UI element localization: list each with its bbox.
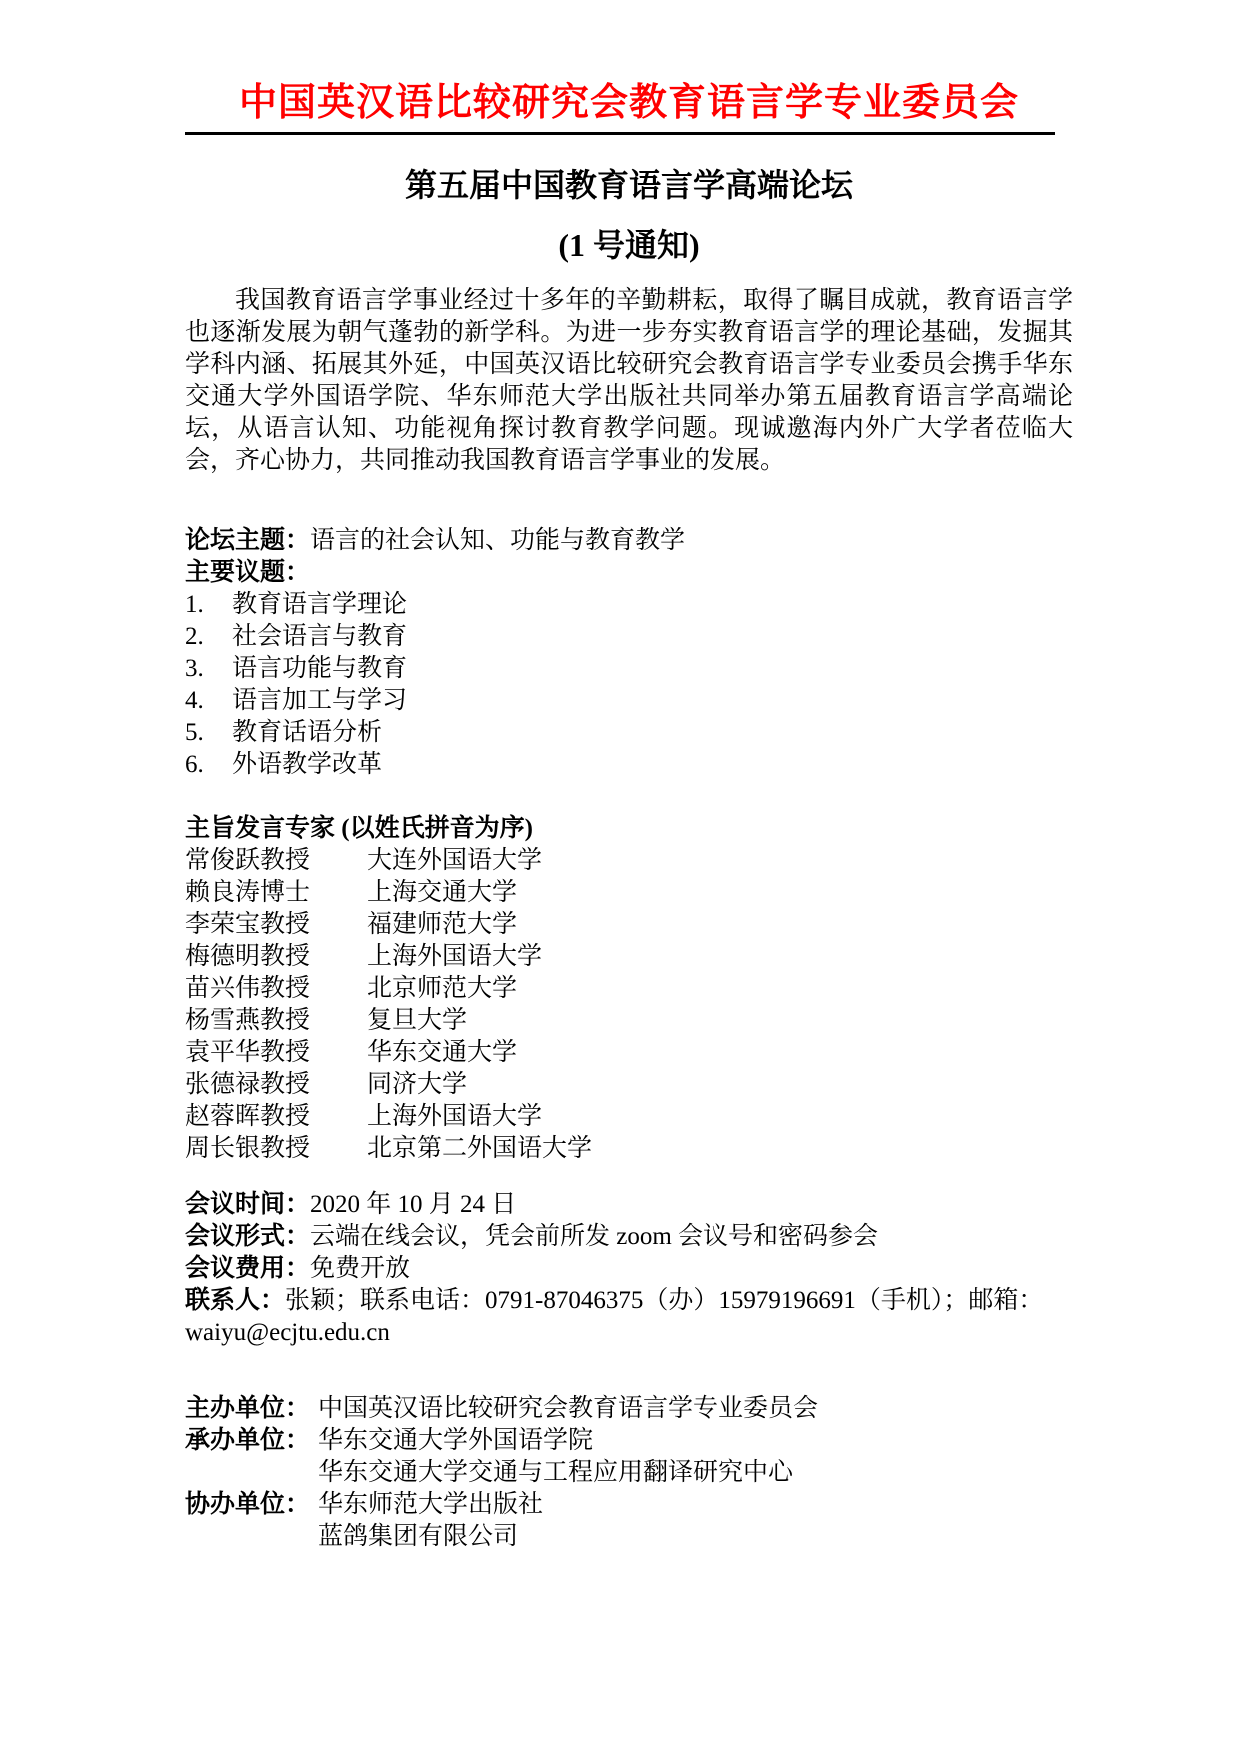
topic-number: 4. <box>185 687 204 714</box>
speaker-affiliation: 同济大学 <box>367 1071 468 1098</box>
speaker-row <box>185 1037 1073 1069</box>
speaker-affiliation: 上海外国语大学 <box>367 943 543 970</box>
topic-item <box>185 653 1073 685</box>
forum-theme-row <box>185 525 1073 557</box>
speaker-name: 张德禄教授 <box>185 1071 311 1098</box>
speaker-row <box>185 1005 1073 1037</box>
speaker-name: 袁平华教授 <box>185 1039 311 1066</box>
topic-item <box>185 749 1073 781</box>
contact-value: 张颖；联系电话：0791-87046375（办）15979196691（手机）；邮箱： <box>285 1287 1044 1314</box>
co-organizer-value-line2: 蓝鸽集团有限公司 <box>318 1523 519 1550</box>
contact-email: waiyu@ecjtu.edu.cn <box>185 1319 390 1346</box>
speaker-name: 苗兴伟教授 <box>185 975 311 1002</box>
undertaker-label-spacer <box>185 1457 318 1489</box>
topic-text: 教育语言学理论 <box>232 591 408 618</box>
topic-number: 2. <box>185 623 204 650</box>
speaker-affiliation: 北京第二外国语大学 <box>367 1135 593 1162</box>
forum-theme-label: 论坛主题： <box>185 527 311 554</box>
speaker-affiliation: 北京师范大学 <box>367 975 518 1002</box>
topic-text: 语言加工与学习 <box>232 687 408 714</box>
intro-paragraph: 我国教育语言学事业经过十多年的辛勤耕耘，取得了瞩目成就，教育语言学也逐渐发展为朝气蓬勃的新学科。为进一步夯实教育语言学的理论基础，发掘其学科内涵、拓展其外延，中国英汉语比较研究会教育语言学专业委员会携手华东交通大学外国语学院、华东师范大学出版社共同举办第五届教育语言学高端论坛，从语言认知、功能视角探讨教育教学问题。现诚邀海内外广大学者莅临大会，齐心协力，共同推动我国教育语言学事业的发展。 <box>185 287 1073 474</box>
speaker-name: 常俊跃教授 <box>185 847 311 874</box>
speaker-row <box>185 1133 1073 1165</box>
topic-number: 3. <box>185 655 204 682</box>
host-organizer-value: 中国英汉语比较研究会教育语言学专业委员会 <box>318 1395 819 1422</box>
contact-row <box>185 1285 1073 1317</box>
speaker-name: 赵蓉晖教授 <box>185 1103 311 1130</box>
undertaker-row-continued <box>185 1457 1073 1489</box>
meeting-time-row <box>185 1189 1073 1221</box>
topic-text: 教育话语分析 <box>232 719 383 746</box>
host-organizer-row <box>185 1393 1073 1425</box>
meeting-fee-value: 免费开放 <box>310 1255 411 1282</box>
speaker-affiliation: 华东交通大学 <box>367 1039 518 1066</box>
topic-item <box>185 621 1073 653</box>
topic-item <box>185 685 1073 717</box>
co-organizer-row-continued <box>185 1521 1073 1553</box>
speaker-affiliation: 大连外国语大学 <box>367 847 543 874</box>
speaker-affiliation: 上海交通大学 <box>367 879 518 906</box>
speakers-section <box>185 813 1073 1165</box>
co-organizer-row <box>185 1489 1073 1521</box>
meeting-fee-label: 会议费用： <box>185 1255 311 1282</box>
meeting-fee-row <box>185 1253 1073 1285</box>
organization-header: 中国英汉语比较研究会教育语言学专业委员会 <box>238 82 1019 124</box>
undertaker-value-line1: 华东交通大学外国语学院 <box>318 1427 594 1454</box>
speaker-row <box>185 1101 1073 1133</box>
speaker-affiliation: 复旦大学 <box>367 1007 468 1034</box>
speaker-name: 杨雪燕教授 <box>185 1007 311 1034</box>
document-title: 第五届中国教育语言学高端论坛 <box>404 167 853 203</box>
speaker-row <box>185 909 1073 941</box>
topic-text: 外语教学改革 <box>232 751 383 778</box>
topic-number: 1. <box>185 591 204 618</box>
meeting-info-section <box>185 1189 1073 1349</box>
speaker-name: 梅德明教授 <box>185 943 311 970</box>
notice-number: (1 号通知) <box>558 227 700 263</box>
meeting-time-value: 2020 年 10 月 24 日 <box>310 1191 517 1218</box>
speakers-label: 主旨发言专家 <box>185 815 336 842</box>
speaker-row <box>185 877 1073 909</box>
topic-item <box>185 589 1073 621</box>
meeting-format-row <box>185 1221 1073 1253</box>
speaker-row <box>185 941 1073 973</box>
co-organizer-label-spacer <box>185 1521 318 1553</box>
topic-text: 语言功能与教育 <box>232 655 408 682</box>
forum-theme-text: 语言的社会认知、功能与教育教学 <box>310 527 686 554</box>
speaker-affiliation: 福建师范大学 <box>367 911 518 938</box>
co-organizer-value-line1: 华东师范大学出版社 <box>318 1491 544 1518</box>
speaker-name: 赖良涛博士 <box>185 879 311 906</box>
topic-number: 6. <box>185 751 204 778</box>
meeting-time-label: 会议时间： <box>185 1191 311 1218</box>
topic-number: 5. <box>185 719 204 746</box>
header-divider <box>185 132 1055 135</box>
speakers-heading <box>185 813 1073 845</box>
speaker-row <box>185 973 1073 1005</box>
topic-text: 社会语言与教育 <box>232 623 408 650</box>
speaker-name: 周长银教授 <box>185 1135 311 1162</box>
contact-label: 联系人： <box>185 1287 286 1314</box>
meeting-format-value: 云端在线会议，凭会前所发 zoom 会议号和密码参会 <box>310 1223 879 1250</box>
organizers-section <box>185 1393 1073 1553</box>
host-organizer-label: 主办单位： <box>185 1395 311 1422</box>
meeting-format-label: 会议形式： <box>185 1223 311 1250</box>
speakers-order-note: (以姓氏拼音为序) <box>341 815 533 842</box>
undertaker-value-line2: 华东交通大学交通与工程应用翻译研究中心 <box>318 1459 794 1486</box>
undertaker-label: 承办单位： <box>185 1427 311 1454</box>
topics-section <box>185 557 1073 781</box>
topics-label: 主要议题： <box>185 559 311 586</box>
speaker-row <box>185 1069 1073 1101</box>
speaker-row <box>185 845 1073 877</box>
speaker-affiliation: 上海外国语大学 <box>367 1103 543 1130</box>
speaker-name: 李荣宝教授 <box>185 911 311 938</box>
undertaker-row <box>185 1425 1073 1457</box>
topic-item <box>185 717 1073 749</box>
co-organizer-label: 协办单位： <box>185 1491 311 1518</box>
